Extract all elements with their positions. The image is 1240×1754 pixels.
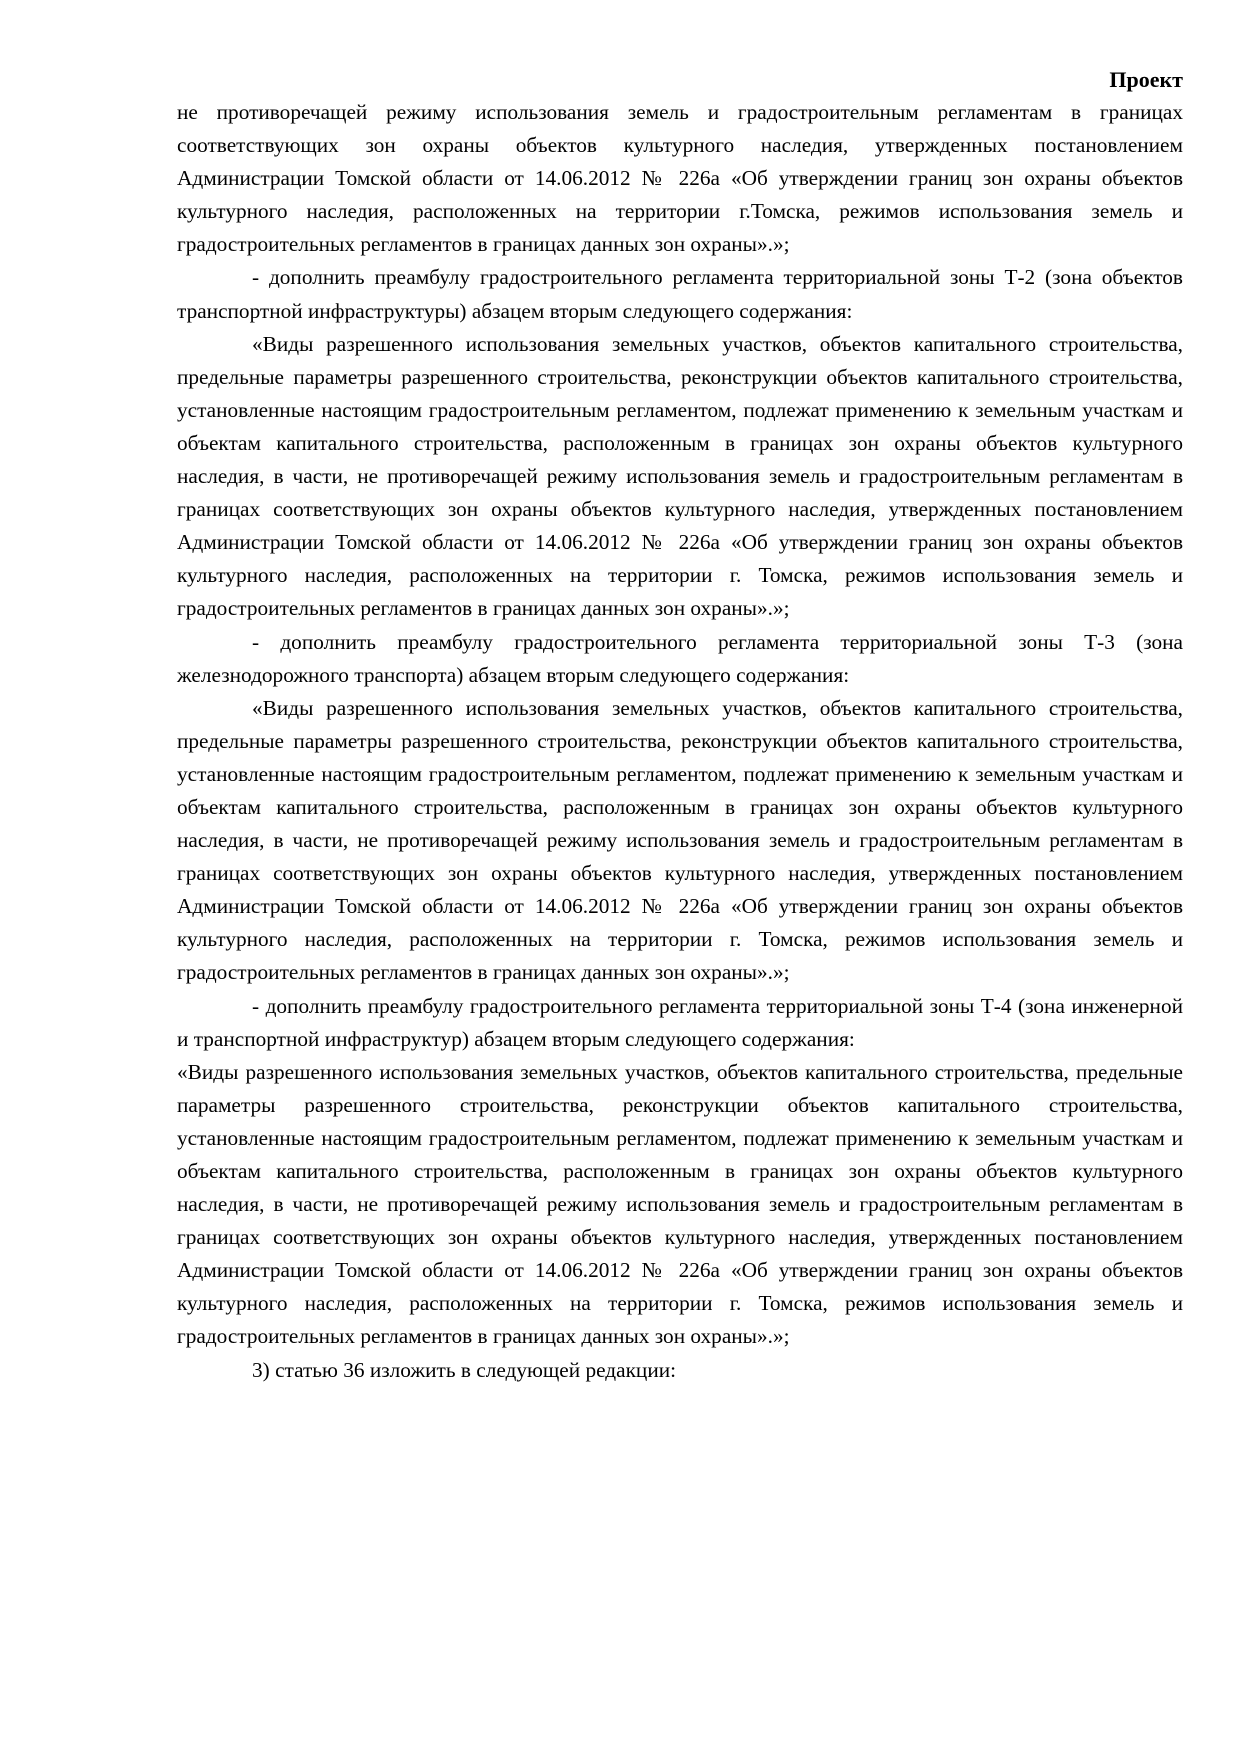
paragraph-amend-t4: - дополнить преамбулу градостроительного регламента территориальной зоны Т-4 (зона инженерной и транспортной инфраструктур) абзацем вторым следующего содержания: [177,993,1183,1051]
paragraph-amend-t2: - дополнить преамбулу градостроительного регламента территориальной зоны Т-2 (зона объектов транспортной инфраструктуры) абзацем вторым следующего содержания: [177,265,1183,323]
paragraph-article-36: 3) статью 36 изложить в следующей редакции: [252,1357,677,1382]
paragraph-amend-t3: - дополнить преамбулу градостроительного регламента территориальной зоны Т-3 (зона железнодорожного транспорта) абзацем вторым следующего содержания: [177,629,1183,687]
draft-header-label: Проект [1109,67,1183,92]
paragraph-t2-content: «Виды разрешенного использования земельных участков, объектов капитального строительства, предельные параметры разрешенного строительства, реконструкции объектов капитального строительства, установленные настоящим градостроительным регламентом, подлежат применению к земельным участкам и объектам капитального строительства, расположенным в границах зон охраны объектов культурного наследия, в части, не противоречащей режиму использования земель и градостроительным регламентам в границах соответствующих зон охраны объектов культурного наследия, утвержденных постановлением Администрации Томской области от 14.06.2012 № 226а «Об утверждении границ зон охраны объектов культурного наследия, расположенных на территории г. Томска, режимов использования земель и градостроительных регламентов в границах данных зон охраны».»; [177,331,1183,621]
paragraph-t3-content: «Виды разрешенного использования земельных участков, объектов капитального строительства, предельные параметры разрешенного строительства, реконструкции объектов капитального строительства, установленные настоящим градостроительным регламентом, подлежат применению к земельным участкам и объектам капитального строительства, расположенным в границах зон охраны объектов культурного наследия, в части, не противоречащей режиму использования земель и градостроительным регламентам в границах соответствующих зон охраны объектов культурного наследия, утвержденных постановлением Администрации Томской области от 14.06.2012 № 226а «Об утверждении границ зон охраны объектов культурного наследия, расположенных на территории г. Томска, режимов использования земель и градостроительных регламентов в границах данных зон охраны».»; [177,695,1183,985]
paragraph-t4-content: «Виды разрешенного использования земельных участков, объектов капитального строительства, предельные параметры разрешенного строительства, реконструкции объектов капитального строительства, установленные настоящим градостроительным регламентом, подлежат применению к земельным участкам и объектам капитального строительства, расположенным в границах зон охраны объектов культурного наследия, в части, не противоречащей режиму использования земель и градостроительным регламентам в границах соответствующих зон охраны объектов культурного наследия, утвержденных постановлением Администрации Томской области от 14.06.2012 № 226а «Об утверждении границ зон охраны объектов культурного наследия, расположенных на территории г. Томска, режимов использования земель и градостроительных регламентов в границах данных зон охраны».»; [177,1059,1183,1349]
paragraph-zone-continuation: не противоречащей режиму использования земель и градостроительным регламентам в границах соответствующих зон охраны объектов культурного наследия, утвержденных постановлением Администрации Томской области от 14.06.2012 № 226а «Об утверждении границ зон охраны объектов культурного наследия, расположенных на территории г.Томска, режимов использования земель и градостроительных регламентов в границах данных зон охраны».»; [177,100,1183,257]
